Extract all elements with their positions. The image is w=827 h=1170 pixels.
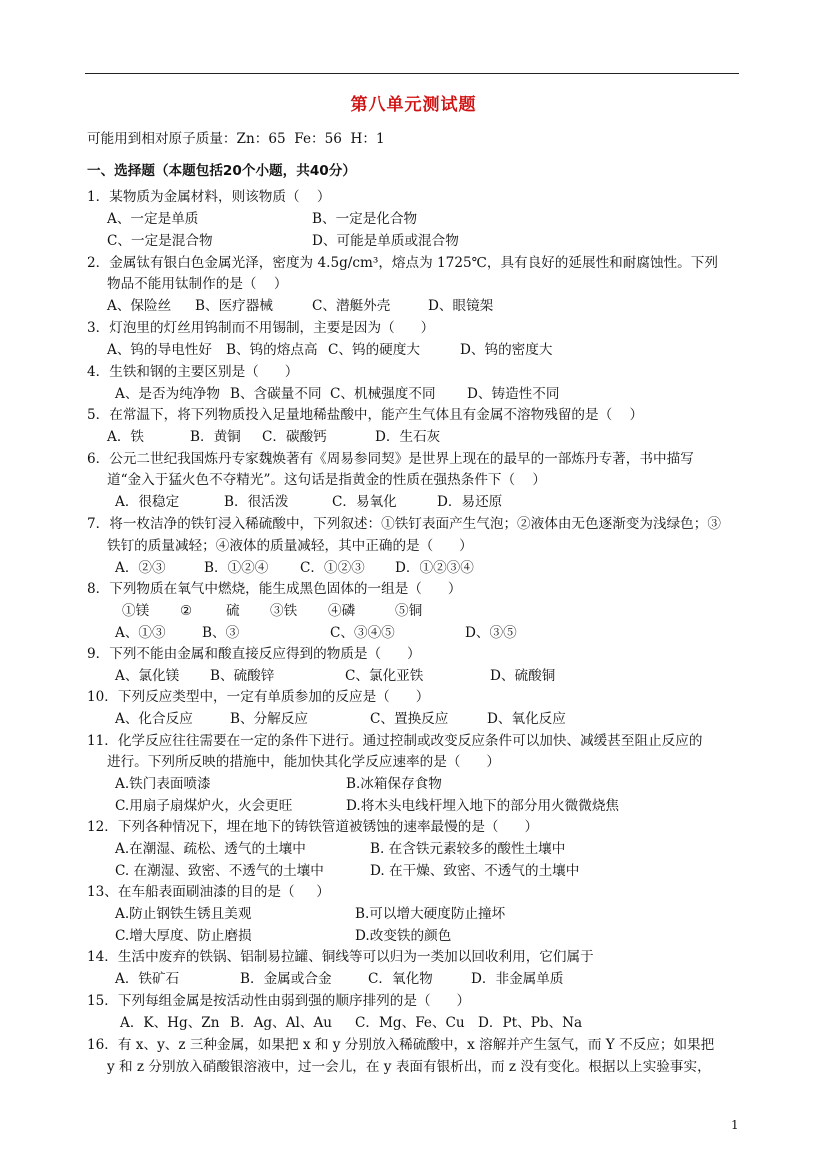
q13-option-d: D.改变铁的颜色 [355,928,452,944]
question-7-stem-line1: 7．将一枚洁净的铁钉浸入稀硫酸中，下列叙述：①铁钉表面产生气泡；②液体由无色逐渐变为浅绿色；③ [87,516,721,532]
question-5-stem: 5．在常温下，将下列物质投入足量地稀盐酸中，能产生气体且有金属不溶物残留的是（ ） [87,407,644,423]
question-10-stem: 10．下列反应类型中，一定有单质参加的反应是（ ） [87,689,430,705]
q6-option-a: A．很稳定 [115,494,180,510]
question-16-stem-line1: 16．有 x、y、z 三种金属，如果把 x 和 y 分别放入稀硫酸中，x 溶解并产生氢气，而 Y 不反应；如果把 [87,1037,715,1053]
q14-option-a: A．铁矿石 [115,971,180,987]
question-2-stem-line2: 物品不能用钛制作的是（ ） [107,276,288,292]
q7-option-b: B．①②④ [204,560,269,576]
q6-option-b: B．很活泼 [224,494,289,510]
q1-option-b: B、一定是化合物 [312,211,418,227]
q10-option-c: C、置换反应 [370,711,449,727]
q9-option-b: B、硫酸锌 [210,668,275,684]
q8-substance-1: ①镁 [122,603,150,619]
q4-option-c: C、机械强度不同 [330,386,436,402]
atomic-mass-note: 可能用到相对原子质量：Zn：65 Fe：56 H：1 [87,131,385,147]
q14-option-c: C．氧化物 [368,971,433,987]
question-8-stem: 8．下列物质在氧气中燃烧，能生成黑色固体的一组是（ ） [87,581,462,597]
header-rule [85,73,739,74]
q5-option-c: C．碳酸钙 [262,429,327,445]
q12-option-b: B. 在含铁元素较多的酸性土壤中 [370,841,566,857]
q13-option-a: A.防止钢铁生锈且美观 [115,906,252,922]
q15-option-c: C．Mg、Fe、Cu [355,1015,465,1031]
q12-option-c: C. 在潮湿、致密、不透气的土壤中 [115,863,324,879]
question-11-stem-line2: 进行。下列所反映的措施中，能加快其化学反应速率的是（ ） [107,754,500,770]
question-7-stem-line2: 铁钉的质量减轻；④液体的质量减轻，其中正确的是（ ） [107,538,473,554]
question-13-stem: 13、在车船表面刷油漆的目的是（ ） [87,884,330,900]
q7-option-a: A．②③ [115,560,166,576]
question-3-stem: 3．灯泡里的灯丝用钨制而不用锡制，主要是因为（ ） [87,320,435,336]
question-16-stem-line2: y 和 z 分别放入硝酸银溶液中，过一会儿，在 y 表面有银析出，而 z 没有变化。根据以上实验事实， [107,1059,711,1075]
q11-option-b: B.冰箱保存食物 [346,776,442,792]
question-12-stem: 12．下列各种情况下，埋在地下的铸铁管道被锈蚀的速率最慢的是（ ） [87,819,539,835]
q2-option-a: A、保险丝 [107,298,172,314]
q15-option-a: A．K、Hg、Zn [120,1015,220,1031]
q1-option-c: C、一定是混合物 [107,233,213,249]
question-6-stem-line2: 道“金入于猛火色不夺精光”。这句话是指黄金的性质在强热条件下（ ） [107,472,546,488]
q11-option-d: D.将木头电线杆埋入地下的部分用火微微烧焦 [346,798,620,814]
q1-option-a: A、一定是单质 [107,211,199,227]
q8-option-b: B、③ [202,625,240,641]
q9-option-c: C、氯化亚铁 [345,668,424,684]
question-11-stem-line1: 11．化学反应往往需要在一定的条件下进行。通过控制或改变反应条件可以加快、减缓甚至阻止反应的 [87,733,703,749]
q14-option-b: B．金属或合金 [240,971,332,987]
q9-option-d: D、硫酸铜 [490,668,556,684]
q14-option-d: D．非金属单质 [471,971,564,987]
q6-option-c: C．易氧化 [332,494,397,510]
q4-option-a: A、是否为纯净物 [115,386,220,402]
q11-option-c: C.用扇子扇煤炉火，火会更旺 [115,798,293,814]
q3-option-d: D、钨的密度大 [460,342,553,358]
q10-option-a: A、化合反应 [115,711,193,727]
q15-option-b: B．Ag、Al、Au [230,1015,333,1031]
q4-option-b: B、含碳量不同 [230,386,322,402]
q10-option-b: B、分解反应 [230,711,308,727]
question-9-stem: 9．下列不能由金属和酸直接反应得到的物质是（ ） [87,646,421,662]
q4-option-d: D、铸造性不同 [467,386,560,402]
question-14-stem: 14．生活中废弃的铁锅、铝制易拉罐、铜线等可以归为一类加以回收利用，它们属于 [87,949,594,965]
q2-option-d: D、眼镜架 [428,298,494,314]
q13-option-b: B.可以增大硬度防止撞坏 [355,906,506,922]
question-15-stem: 15．下列每组金属是按活动性由弱到强的顺序排列的是（ ） [87,993,471,1009]
page-number: 1 [731,1118,739,1132]
q13-option-c: C.增大厚度、防止磨损 [115,928,252,944]
question-4-stem: 4．生铁和钢的主要区别是（ ） [87,364,299,380]
q8-substance-4: ④磷 [328,603,356,619]
q10-option-d: D、氧化反应 [487,711,566,727]
q12-option-d: D. 在干燥、致密、不透气的土壤中 [370,863,580,879]
q6-option-d: D．易还原 [437,494,503,510]
q5-option-d: D．生石灰 [375,429,441,445]
q2-option-b: B、医疗器械 [195,298,273,314]
q3-option-a: A、钨的导电性好 [107,342,212,358]
q8-option-c: C、③④⑤ [330,625,395,641]
question-6-stem-line1: 6．公元二世纪我国炼丹专家魏焕著有《周易参同契》是世界上现在的最早的一部炼丹专著，书中描写 [87,451,694,467]
q15-option-d: D．Pt、Pb、Na [478,1015,583,1031]
q3-option-b: B、钨的熔点高 [226,342,318,358]
q8-substance-2: ② [180,603,193,619]
q8-substance-5: ⑤铜 [395,603,423,619]
q9-option-a: A、氯化镁 [115,668,180,684]
q2-option-c: C、潜艇外壳 [312,298,391,314]
question-1-stem: 1．某物质为金属材料，则该物质（ ） [87,189,331,205]
q7-option-d: D．①②③④ [395,560,474,576]
q5-option-a: A．铁 [107,429,145,445]
q8-option-a: A、①③ [115,625,166,641]
question-2-stem-line1: 2．金属钛有银白色金属光泽，密度为 4.5g/cm³，熔点为 1725℃，具有良好的延展性和耐腐蚀性。下列 [87,255,718,271]
q8-substance-3: ③铁 [270,603,298,619]
q7-option-c: C．①②③ [300,560,365,576]
q3-option-c: C、钨的硬度大 [328,342,420,358]
q8-option-d: D、③⑤ [465,625,517,641]
q1-option-d: D、可能是单质或混合物 [312,233,459,249]
q8-substance-2-name: 硫 [226,603,240,619]
q5-option-b: B．黄铜 [190,429,241,445]
section-heading: 一、选择题（本题包括20个小题，共40分） [87,163,356,179]
page-title: 第八单元测试题 [350,95,477,115]
q12-option-a: A.在潮湿、疏松、透气的土壤中 [115,841,306,857]
q11-option-a: A.铁门表面喷漆 [115,776,211,792]
